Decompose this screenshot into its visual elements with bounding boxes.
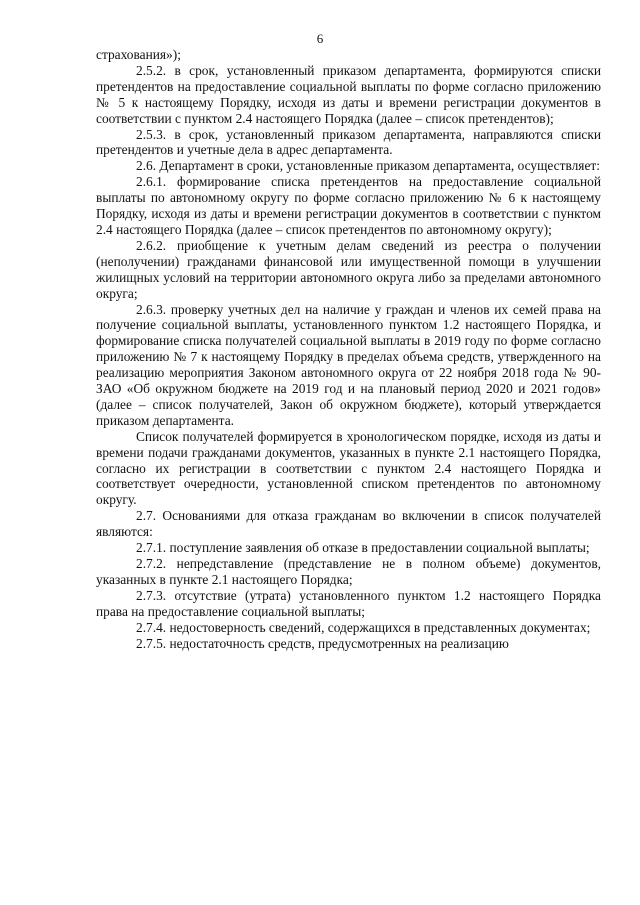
- paragraph-2-7-5: 2.7.5. недостаточность средств, предусмотренных на реализацию: [136, 635, 509, 651]
- paragraph-2-5-3: 2.5.3. в срок, установленный приказом департамента, направляются списки претендентов и учетные дела в адрес департамента.: [96, 126, 601, 158]
- paragraph-recipients-list: Список получателей формируется в хронологическом порядке, исходя из даты и времени подачи гражданами документов, указанных в пункте 2.1 настоящего Порядка, согласно их регистрации в соответствии с пунктом 2.4 настоящего Порядка и соответствует очередности, установленной списком претендентов по автономному округу.: [96, 428, 601, 508]
- paragraph-2-6: 2.6. Департамент в сроки, установленные приказом департамента, осуществляет:: [136, 158, 600, 174]
- paragraph-2-7-2: 2.7.2. непредставление (представление не в полном объеме) документов, указанных в пункте 2.1 настоящего Порядка;: [96, 556, 601, 587]
- paragraph-2-6-2: 2.6.2. приобщение к учетным делам сведений из реестра о получении (неполучении) гражданами финансовой или имущественной помощи в улучшении жилищных условий на территории автономного округа либо за пределами автономного округа;: [96, 237, 601, 301]
- paragraph-2-7-1: 2.7.1. поступление заявления об отказе в предоставлении социальной выплаты;: [136, 540, 590, 556]
- document-body: [96, 47, 601, 651]
- paragraph-2-7-3: 2.7.3. отсутствие (утрата) установленного пунктом 1.2 настоящего Порядка права на предоставление социальной выплаты;: [96, 587, 601, 619]
- paragraph-2-7-4: 2.7.4. недостоверность сведений, содержащихся в представленных документах;: [136, 619, 591, 635]
- page-number: 6: [316, 31, 324, 46]
- paragraph-2-7: 2.7. Основаниями для отказа гражданам во включении в список получателей являются:: [96, 508, 601, 540]
- paragraph-2-5-2: 2.5.2. в срок, установленный приказом департамента, формируются списки претендентов на предоставление социальной выплаты по форме согласно приложению № 5 к настоящему Порядку, исходя из даты и времени регистрации документов в соответствии с пунктом 2.4 настоящего Порядка (далее – список претендентов);: [96, 62, 601, 126]
- paragraph-2-6-1: 2.6.1. формирование списка претендентов на предоставление социальной выплаты по автономному округу по форме согласно приложению № 6 к настоящему Порядку, исходя из даты и времени регистрации документов в соответствии с пунктом 2.4 настоящего Порядка (далее – список претендентов по автономному округу);: [96, 174, 601, 237]
- paragraph-2-6-3: 2.6.3. проверку учетных дел на наличие у граждан и членов их семей права на получение социальной выплаты, установленного пунктом 1.2 настоящего Порядка, и формирование списка получателей социальной выплаты в 2019 году по форме согласно приложению № 7 к настоящему Порядку в пределах объема средств, утвержденного на реализацию мероприятия Законом автономного округа от 22 ноября 2018 года № 90-ЗАО «Об окружном бюджете на 2019 год и на плановый период 2020 и 2021 годов» (далее – список получателей, Закон об окружном бюджете), который утверждается приказом департамента.: [96, 301, 601, 428]
- paragraph-continuation: страхования»);: [96, 47, 181, 62]
